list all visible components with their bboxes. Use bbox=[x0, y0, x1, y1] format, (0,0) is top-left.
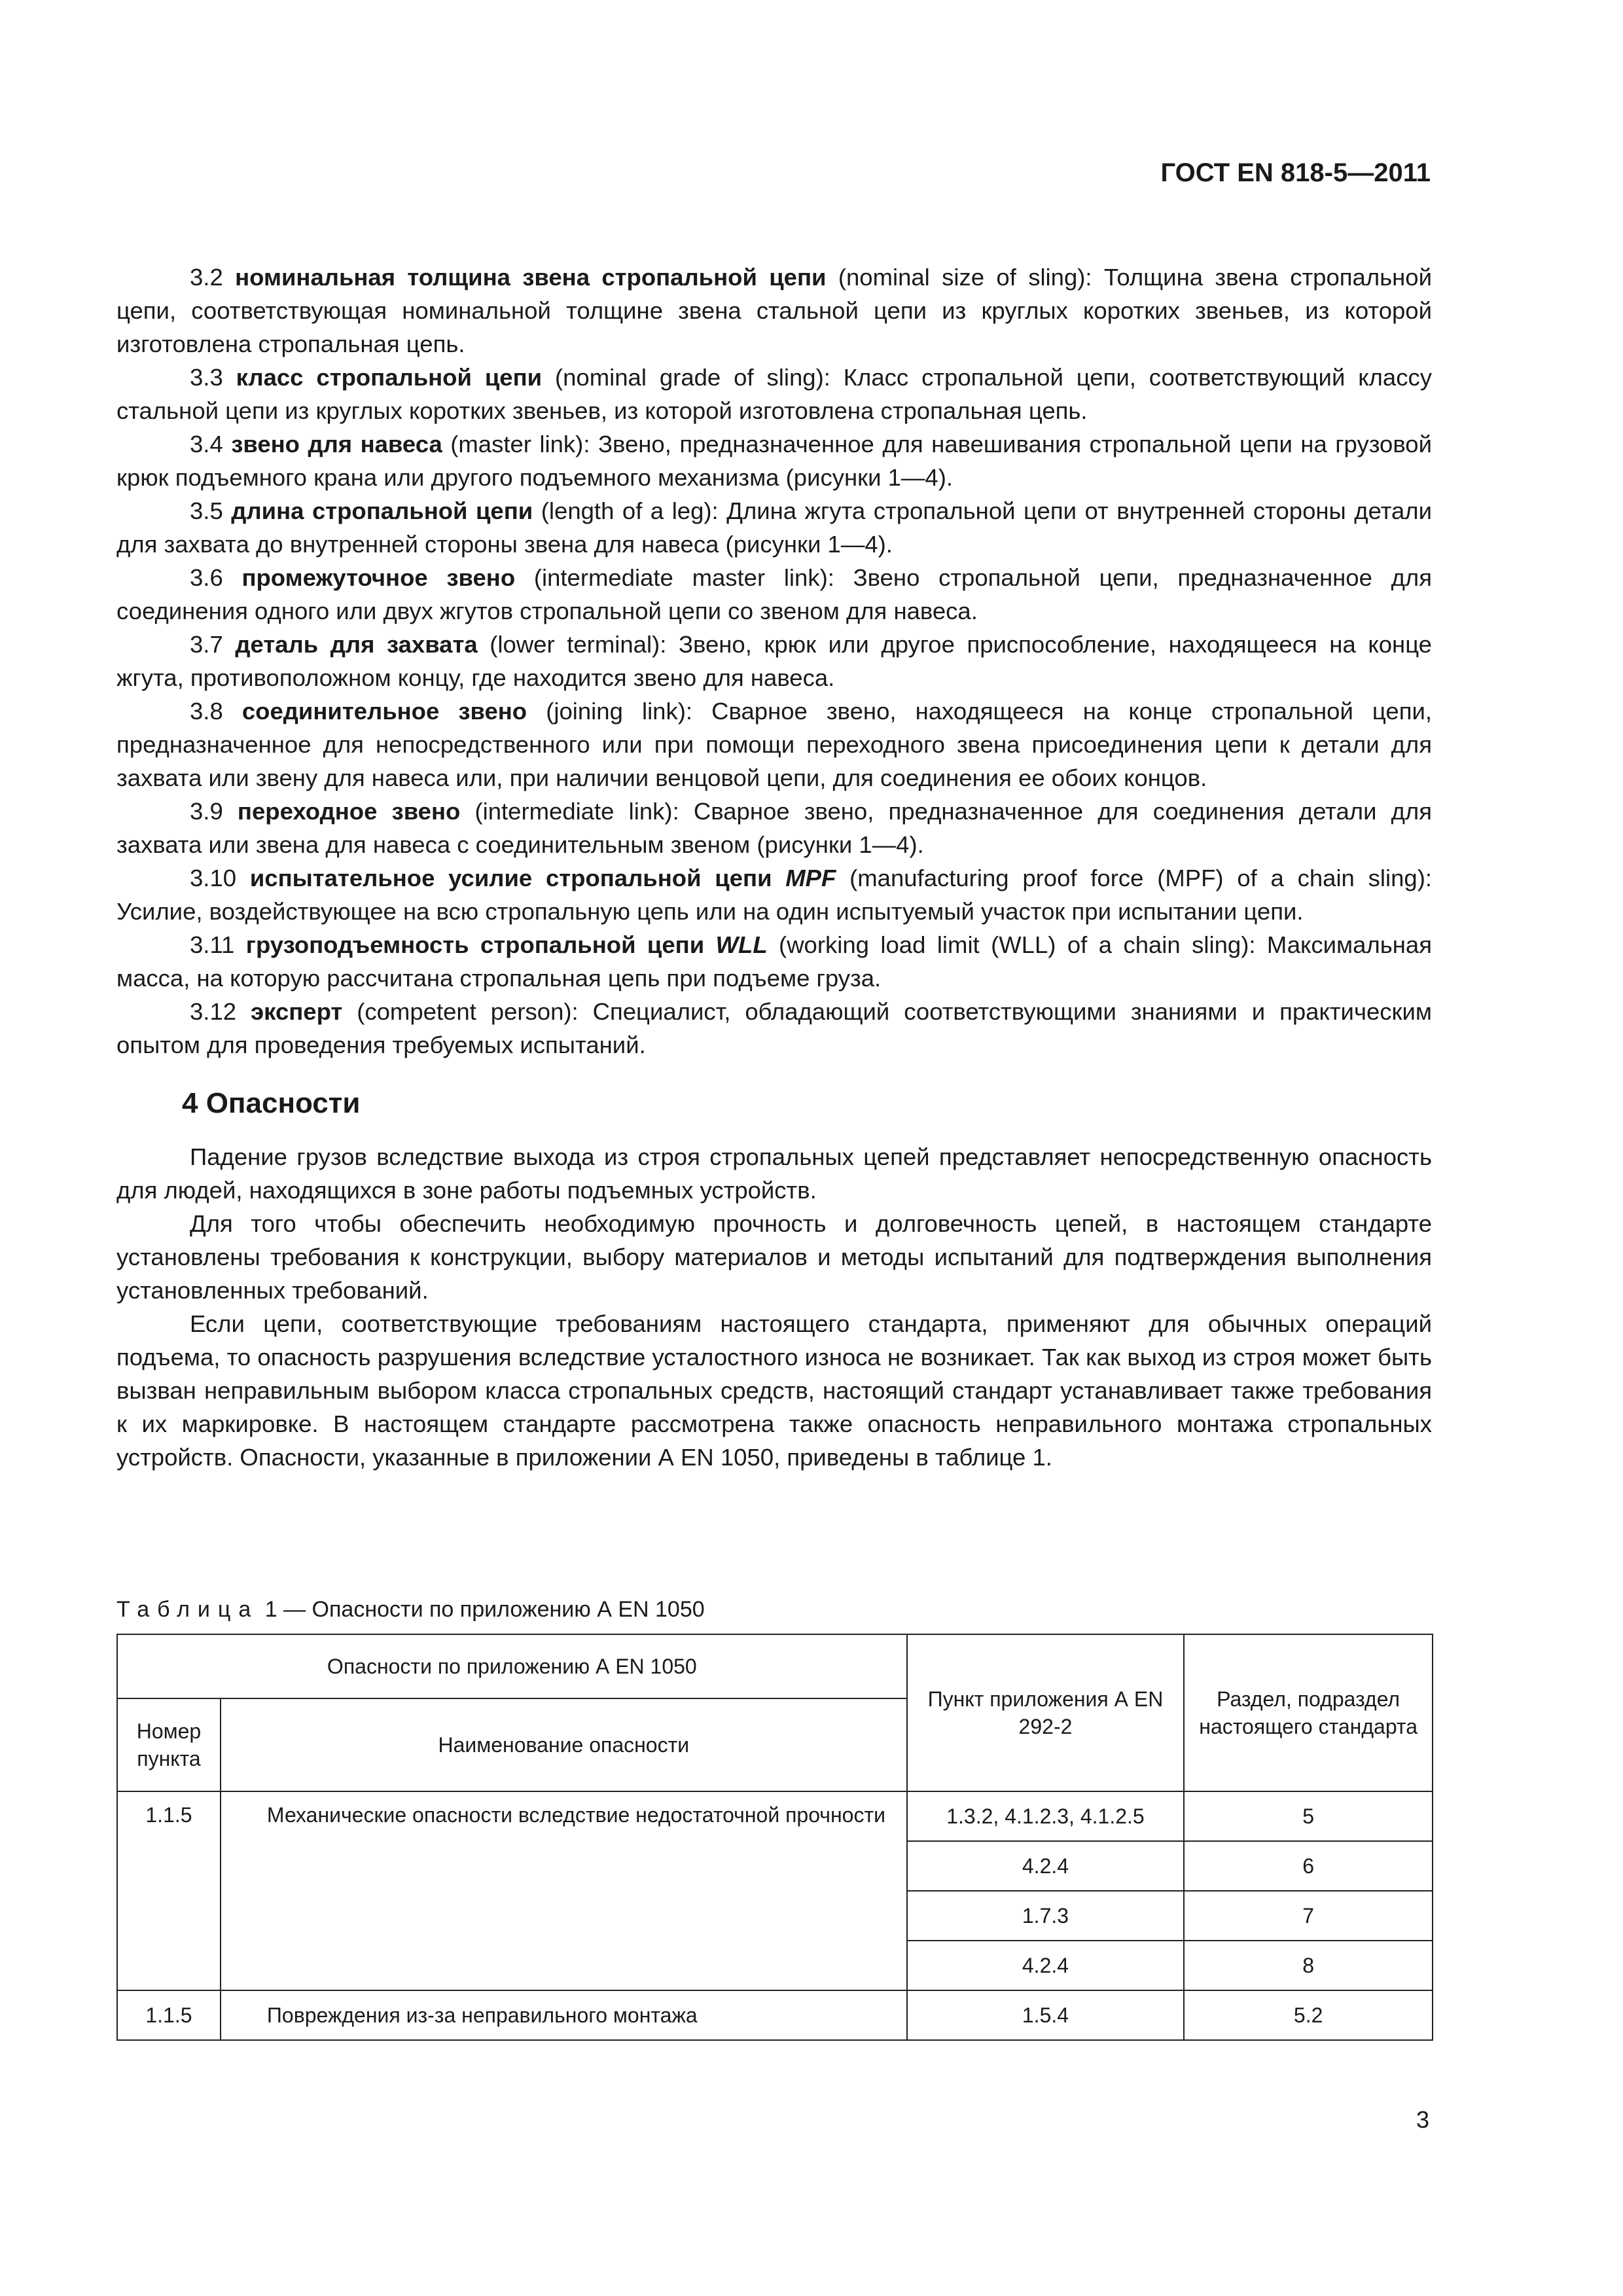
definition-english: (manufacturing proof force (MPF) of a chain sling): bbox=[836, 865, 1432, 891]
table-caption-text: 1 — Опасности по приложению А EN 1050 bbox=[259, 1597, 705, 1622]
cell-hazard-name: Повреждения из-за неправильного монтажа bbox=[221, 1990, 907, 2040]
header-standard-section: Раздел, подраздел настоящего стандарта bbox=[1184, 1634, 1433, 1791]
definition-term: деталь для захвата bbox=[235, 631, 478, 658]
definition-term: испытательное усилие стропальной цепи bbox=[249, 865, 786, 891]
table-caption bbox=[116, 1597, 705, 1623]
cell-standard-section: 5.2 bbox=[1184, 1990, 1433, 2040]
definition-text: Специалист, обладающий соответствующими знаниями и практическим опытом для проведения требуемых испытаний. bbox=[116, 998, 1432, 1058]
definitions-list bbox=[116, 260, 1432, 1062]
cell-item-number: 1.1.5 bbox=[117, 1791, 221, 1990]
cell-annex-clause: 4.2.4 bbox=[907, 1941, 1185, 1990]
paragraph: Для того чтобы обеспечить необходимую прочность и долговечность цепей, в настоящем стандарте установлены требования к конструкции, выбору материалов и методы испытаний для подтверждения выполнения установленных требований. bbox=[116, 1210, 1432, 1304]
definition-term-abbrev: MPF bbox=[785, 865, 836, 891]
definition-term: эксперт bbox=[251, 998, 343, 1025]
definition-term: класс стропальной цепи bbox=[236, 364, 543, 391]
definition-term: звено для навеса bbox=[231, 431, 442, 457]
definition-number: 3.2 bbox=[190, 264, 223, 291]
definition-text: Класс стропальной цепи, соответствующий классу стальной цепи из круглых коротких звеньев, из которой изготовлена стропальная цепь. bbox=[116, 364, 1432, 424]
definition-english: (nominal size of sling): bbox=[826, 264, 1104, 291]
definition-3-4 bbox=[116, 427, 1432, 494]
definition-3-5 bbox=[116, 494, 1432, 561]
definition-3-2 bbox=[116, 260, 1432, 361]
definition-text: Усилие, воздействующее на всю стропальную цепь или на один испытуемый участок при испытании цепи. bbox=[116, 898, 1304, 925]
definition-english: (intermediate master link): bbox=[515, 564, 853, 591]
definition-term-abbrev: WLL bbox=[715, 931, 768, 958]
header-hazards-group: Опасности по приложению А EN 1050 bbox=[117, 1634, 907, 1698]
cell-standard-section: 5 bbox=[1184, 1791, 1433, 1841]
definition-3-8 bbox=[116, 694, 1432, 795]
definition-text: Звено, крюк или другое приспособление, находящееся на конце жгута, противоположном концу, где находится звено для навеса. bbox=[116, 631, 1432, 691]
header-annex-clause: Пункт приложения А EN 292-2 bbox=[907, 1634, 1185, 1791]
definition-term: соединительное звено bbox=[241, 698, 527, 725]
definition-number: 3.4 bbox=[190, 431, 223, 457]
table-row bbox=[117, 1791, 1433, 1841]
definition-term: переходное звено bbox=[237, 798, 461, 825]
definition-3-9 bbox=[116, 795, 1432, 861]
definition-text: Сварное звено, предназначенное для соединения детали для захвата или звена для навеса с соединительным звеном (рисунки 1—4). bbox=[116, 798, 1432, 858]
definition-english: (lower terminal): bbox=[477, 631, 679, 658]
definition-text: Толщина звена стропальной цепи, соответствующая номинальной толщине звена стальной цепи из круглых коротких звеньев, из которой изготовлена стропальная цепь. bbox=[116, 264, 1432, 357]
definition-3-10 bbox=[116, 861, 1432, 928]
definition-term: длина стропальной цепи bbox=[231, 497, 533, 524]
definition-number: 3.8 bbox=[190, 698, 223, 725]
definition-term: грузоподъемность стропальной цепи bbox=[245, 931, 716, 958]
definition-english: (working load limit (WLL) of a chain sling): bbox=[767, 931, 1267, 958]
definition-number: 3.5 bbox=[190, 497, 223, 524]
definition-number: 3.3 bbox=[190, 364, 223, 391]
definition-term: номинальная толщина звена стропальной цепи bbox=[235, 264, 827, 291]
definition-3-12 bbox=[116, 995, 1432, 1062]
section-heading: 4 Опасности bbox=[182, 1087, 361, 1119]
definition-number: 3.11 bbox=[190, 931, 235, 958]
definition-number: 3.9 bbox=[190, 798, 223, 825]
definition-number: 3.12 bbox=[190, 998, 237, 1025]
definition-term: промежуточное звено bbox=[241, 564, 516, 591]
cell-standard-section: 8 bbox=[1184, 1941, 1433, 1990]
definition-text: Длина жгута стропальной цепи от внутренней стороны детали для захвата до внутренней стороны звена для навеса (рисунки 1—4). bbox=[116, 497, 1432, 558]
definition-text: Звено стропальной цепи, предназначенное для соединения одного или двух жгутов стропальной цепи со звеном для навеса. bbox=[116, 564, 1432, 624]
cell-annex-clause: 1.3.2, 4.1.2.3, 4.1.2.5 bbox=[907, 1791, 1185, 1841]
table-caption-label: Таблица bbox=[116, 1597, 259, 1622]
definition-text: Звено, предназначенное для навешивания стропальной цепи на грузовой крюк подъемного крана или другого подъемного механизма (рисунки 1—4). bbox=[116, 431, 1432, 491]
definition-english: (competent person): bbox=[342, 998, 593, 1025]
document-id: ГОСТ EN 818-5—2011 bbox=[1160, 158, 1431, 187]
table-row bbox=[117, 1990, 1433, 2040]
page-number: 3 bbox=[1416, 2106, 1429, 2133]
definition-text: Сварное звено, находящееся на конце стропальной цепи, предназначенное для непосредственного или при помощи переходного звена присоединения цепи к детали для захвата или звену для навеса или, при наличии венцовой цепи, для соединения ее обоих концов. bbox=[116, 698, 1433, 791]
paragraph: Если цепи, соответствующие требованиям настоящего стандарта, применяют для обычных операций подъема, то опасность разрушения вследствие усталостного износа не возникает. Так как выход из строя может быть вызван неправильным выбором класса стропальных средств, настоящий стандарт устанавливает также требования к их маркировке. В настоящем стандарте рассмотрена также опасность неправильного монтажа стропальных устройств. Опасности, указанные в приложении А EN 1050, приведены в таблице 1. bbox=[116, 1310, 1432, 1471]
header-hazard-name: Наименование опасности bbox=[221, 1698, 907, 1791]
definition-number: 3.10 bbox=[190, 865, 237, 891]
definition-3-3 bbox=[116, 361, 1432, 427]
header-item-number: Номер пункта bbox=[117, 1698, 221, 1791]
definition-3-6 bbox=[116, 561, 1432, 628]
definition-english: (master link): bbox=[442, 431, 598, 457]
definition-english: (nominal grade of sling): bbox=[542, 364, 844, 391]
hazards-table bbox=[116, 1634, 1433, 2041]
definition-text: Максимальная масса, на которую рассчитана стропальная цепь при подъеме груза. bbox=[116, 931, 1432, 992]
cell-annex-clause: 1.7.3 bbox=[907, 1891, 1185, 1941]
definition-number: 3.7 bbox=[190, 631, 223, 658]
cell-hazard-name: Механические опасности вследствие недостаточной прочности bbox=[221, 1791, 907, 1990]
document-body bbox=[116, 260, 1432, 1474]
cell-annex-clause: 1.5.4 bbox=[907, 1990, 1185, 2040]
cell-item-number: 1.1.5 bbox=[117, 1990, 221, 2040]
definition-english: (intermediate link): bbox=[460, 798, 694, 825]
paragraph: Падение грузов вследствие выхода из строя стропальных цепей представляет непосредственную опасность для людей, находящихся в зоне работы подъемных устройств. bbox=[116, 1143, 1432, 1204]
definition-3-11 bbox=[116, 928, 1432, 995]
definition-english: (joining link): bbox=[527, 698, 712, 725]
definition-number: 3.6 bbox=[190, 564, 223, 591]
definition-english: (length of a leg): bbox=[533, 497, 727, 524]
cell-standard-section: 7 bbox=[1184, 1891, 1433, 1941]
definition-3-7 bbox=[116, 628, 1432, 694]
cell-standard-section: 6 bbox=[1184, 1841, 1433, 1891]
cell-annex-clause: 4.2.4 bbox=[907, 1841, 1185, 1891]
